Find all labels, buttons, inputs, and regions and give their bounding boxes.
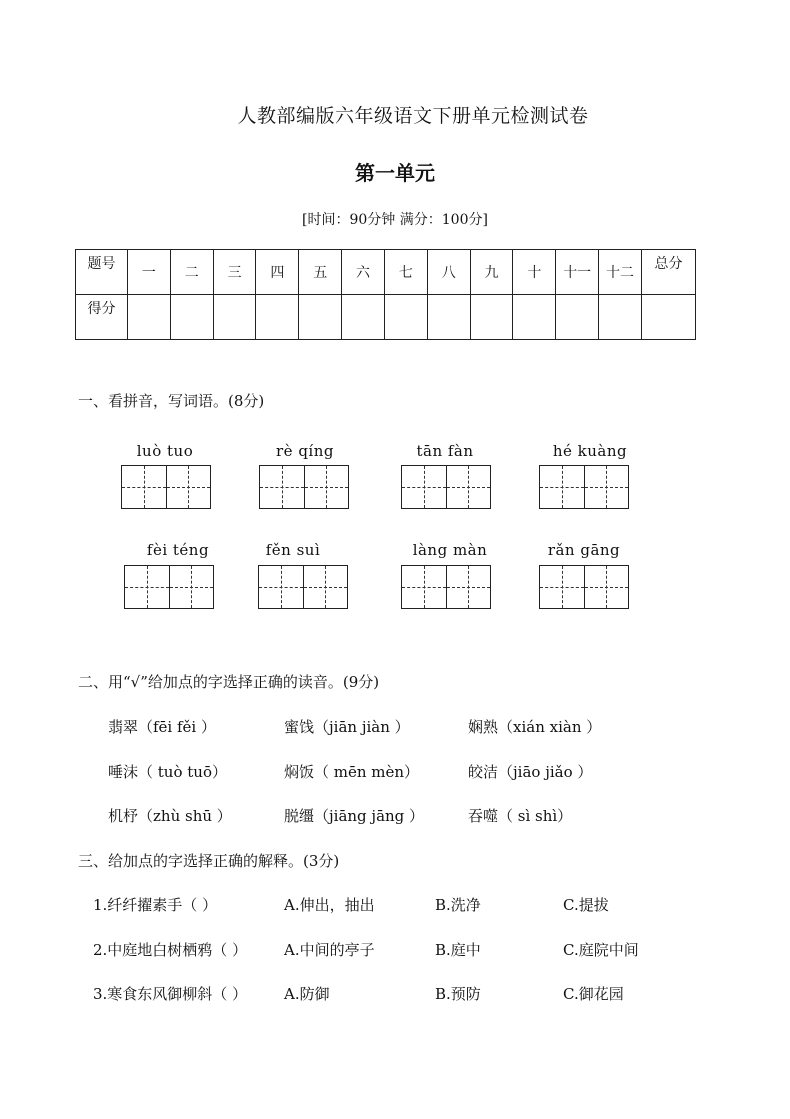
pronunciation-item[interactable]: 蜜饯（jiān jiàn ） xyxy=(284,718,410,736)
pronunciation-item[interactable]: 皎洁（jiāo jiǎo ） xyxy=(468,763,593,781)
score-input-cell[interactable] xyxy=(128,295,171,340)
pinyin-label: luò tuo xyxy=(136,442,194,460)
writing-grid[interactable] xyxy=(539,465,629,509)
score-input-cell[interactable] xyxy=(470,295,513,340)
table-cell: 五 xyxy=(299,250,342,295)
pronunciation-item[interactable]: 娴熟（xián xiàn ） xyxy=(468,718,602,736)
section2-heading: 二、用“√”给加点的字选择正确的读音。(9分) xyxy=(78,673,380,691)
option-b[interactable]: B.预防 xyxy=(435,985,481,1003)
pinyin-label: fèi téng xyxy=(146,541,210,559)
option-b[interactable]: B.庭中 xyxy=(435,941,481,959)
pronunciation-item[interactable]: 翡翠（fēi fěi ） xyxy=(108,718,216,736)
option-a[interactable]: A.伸出，抽出 xyxy=(284,896,375,914)
score-input-cell[interactable] xyxy=(642,295,696,340)
pinyin-label: rè qíng xyxy=(276,442,334,460)
score-input-cell[interactable] xyxy=(427,295,470,340)
table-cell: 三 xyxy=(213,250,256,295)
score-input-cell[interactable] xyxy=(342,295,385,340)
writing-grid[interactable] xyxy=(401,465,491,509)
option-a[interactable]: A.防御 xyxy=(284,985,330,1003)
question-text[interactable]: 2.中庭地白树栖鸦（ ） xyxy=(93,941,248,959)
table-row xyxy=(76,295,696,340)
option-a[interactable]: A.中间的亭子 xyxy=(284,941,375,959)
pinyin-label: làng màn xyxy=(412,541,488,559)
option-b[interactable]: B.洗净 xyxy=(435,896,481,914)
table-cell: 七 xyxy=(384,250,427,295)
table-cell: 总分 xyxy=(642,250,696,295)
table-cell: 四 xyxy=(256,250,299,295)
table-cell: 二 xyxy=(170,250,213,295)
pronunciation-item[interactable]: 脱缰（jiāng jāng ） xyxy=(284,807,425,825)
section3-heading: 三、给加点的字选择正确的解释。(3分) xyxy=(78,852,340,870)
writing-grid[interactable] xyxy=(258,565,348,609)
pinyin-label: tān fàn xyxy=(416,442,474,460)
score-input-cell[interactable] xyxy=(299,295,342,340)
writing-grid[interactable] xyxy=(124,565,214,609)
writing-grid[interactable] xyxy=(259,465,349,509)
score-input-cell[interactable] xyxy=(256,295,299,340)
pronunciation-item[interactable]: 焖饭（ mēn mèn） xyxy=(284,763,420,781)
table-cell: 十二 xyxy=(599,250,642,295)
table-cell: 十 xyxy=(513,250,556,295)
time-info: [时间：90分钟 满分：100分] xyxy=(302,212,488,228)
pronunciation-item[interactable]: 唾沫（ tuò tuō） xyxy=(108,763,227,781)
question-text[interactable]: 1.纤纤擢素手（ ） xyxy=(93,896,218,914)
score-input-cell[interactable] xyxy=(170,295,213,340)
pinyin-label: fěn suì xyxy=(265,541,321,559)
table-cell: 得分 xyxy=(76,295,128,340)
pinyin-label: hé kuàng xyxy=(552,442,628,460)
score-input-cell[interactable] xyxy=(599,295,642,340)
table-row xyxy=(76,250,696,295)
table-cell: 八 xyxy=(427,250,470,295)
question-text[interactable]: 3.寒食东风御柳斜（ ） xyxy=(93,985,248,1003)
section1-heading: 一、看拼音，写词语。(8分) xyxy=(78,392,265,410)
table-cell: 题号 xyxy=(76,250,128,295)
option-c[interactable]: C.提拔 xyxy=(563,896,609,914)
exam-title: 人教部编版六年级语文下册单元检测试卷 xyxy=(237,105,589,127)
pronunciation-item[interactable]: 吞噬（ sì shì） xyxy=(468,807,573,825)
score-input-cell[interactable] xyxy=(556,295,599,340)
score-input-cell[interactable] xyxy=(384,295,427,340)
pinyin-label: rǎn gāng xyxy=(547,541,621,559)
option-c[interactable]: C.庭院中间 xyxy=(563,941,639,959)
writing-grid[interactable] xyxy=(401,565,491,609)
table-cell: 一 xyxy=(128,250,171,295)
writing-grid[interactable] xyxy=(121,465,211,509)
table-cell: 九 xyxy=(470,250,513,295)
unit-title: 第一单元 xyxy=(355,161,435,185)
writing-grid[interactable] xyxy=(539,565,629,609)
option-c[interactable]: C.御花园 xyxy=(563,985,624,1003)
score-input-cell[interactable] xyxy=(513,295,556,340)
score-input-cell[interactable] xyxy=(213,295,256,340)
pronunciation-item[interactable]: 机杼（zhù shū ） xyxy=(108,807,232,825)
table-cell: 十一 xyxy=(556,250,599,295)
table-cell: 六 xyxy=(342,250,385,295)
score-table xyxy=(75,249,696,340)
